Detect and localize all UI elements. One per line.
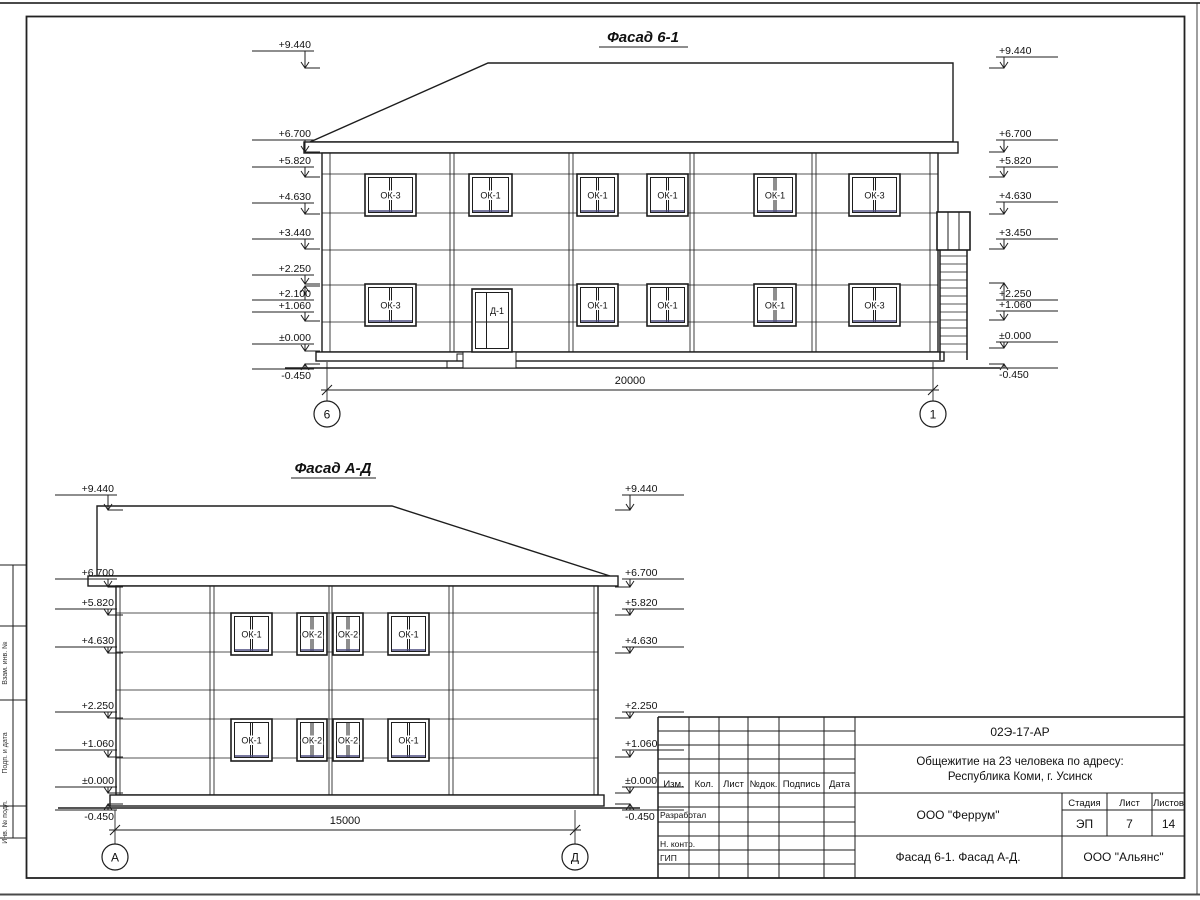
- window: [388, 613, 429, 655]
- elevation-value: ±0.000: [81, 775, 114, 787]
- contractor-name: ООО "Альянс": [1083, 850, 1164, 864]
- elevation-value: +1.060: [278, 300, 311, 312]
- facade-6-1-door: [472, 289, 512, 352]
- doc-number: 02Э-17-АР: [990, 725, 1050, 739]
- dimension-label: 20000: [614, 375, 646, 387]
- window: [297, 719, 327, 761]
- margin-label: Подп. и дата: [2, 732, 9, 774]
- row-razrabotal: Разработал: [660, 810, 707, 820]
- elevation-mark: [615, 597, 684, 615]
- title-block: [658, 717, 1185, 878]
- elevation-value: ±0.000: [999, 330, 1032, 342]
- window: [469, 174, 512, 216]
- elevation-value: +4.630: [278, 191, 311, 203]
- sheet-value: 7: [1126, 817, 1133, 831]
- window: [849, 284, 900, 326]
- elevation-value: +2.250: [999, 288, 1032, 300]
- sheets-value: 14: [1161, 817, 1176, 831]
- elevation-mark: [989, 283, 1058, 300]
- ladder-rungs: [940, 256, 967, 352]
- window-label: ОК-2: [301, 735, 323, 746]
- elevation-value: +2.100: [278, 288, 311, 300]
- elevation-mark: [989, 364, 1058, 381]
- window: [297, 613, 327, 655]
- org-name: ООО "Феррум": [916, 808, 1000, 822]
- elevation-mark: [252, 39, 320, 68]
- elevation-mark: [615, 700, 684, 718]
- elevation-value: +9.440: [81, 483, 114, 495]
- plinth: [316, 352, 944, 361]
- elevation-mark: [252, 364, 320, 382]
- elevation-value: +5.820: [278, 155, 311, 167]
- window: [849, 174, 900, 216]
- roof: [97, 506, 610, 576]
- elevation-value: ±0.000: [278, 332, 311, 344]
- window-label: ОК-1: [241, 735, 262, 746]
- project-name-line1: Общежитие на 23 человека по адресу:: [916, 756, 1124, 768]
- elevation-value: +3.450: [999, 227, 1032, 239]
- elevation-mark: [615, 635, 684, 653]
- axis-label: 6: [323, 407, 331, 422]
- window-label: ОК-1: [764, 300, 786, 311]
- dimension-label: 15000: [329, 815, 361, 827]
- elevation-mark: [55, 738, 123, 757]
- sheet-title: Фасад 6-1. Фасад А-Д.: [895, 850, 1021, 864]
- elevation-value: +6.700: [81, 567, 114, 579]
- door: [472, 289, 512, 352]
- axis-bubbles: [102, 844, 588, 870]
- col-data: Дата: [828, 779, 851, 790]
- window: [231, 719, 272, 761]
- elevation-mark: [55, 700, 123, 718]
- elevation-value: -0.450: [999, 369, 1029, 381]
- elevation-mark: [55, 775, 123, 793]
- window: [577, 174, 618, 216]
- elevation-value: +5.820: [81, 597, 114, 609]
- col-izm: Изм.: [663, 779, 684, 790]
- col-kol: Кол.: [694, 779, 714, 790]
- window-label: ОК-1: [657, 190, 678, 201]
- elevation-value: -0.450: [625, 811, 655, 823]
- window-label: ОК-1: [480, 190, 501, 201]
- sheet-label: Лист: [1119, 798, 1140, 809]
- elevation-marks-right: [989, 45, 1058, 381]
- col-podpis: Подпись: [782, 779, 821, 790]
- door-label: Д-1: [489, 306, 505, 316]
- window-label: ОК-1: [764, 190, 786, 201]
- axis-label: А: [110, 850, 120, 865]
- elevation-value: -0.450: [84, 811, 114, 823]
- window-label: ОК-3: [864, 190, 885, 201]
- elevation-value: ±0.000: [625, 775, 658, 787]
- dimension-15000: [109, 810, 581, 844]
- window-label: ОК-1: [398, 735, 419, 746]
- elevation-mark: [252, 191, 320, 214]
- elevation-mark: [252, 263, 320, 284]
- window: [365, 284, 416, 326]
- elevation-mark: [989, 45, 1058, 68]
- elevation-value: +6.700: [278, 128, 311, 140]
- roof: [310, 63, 953, 142]
- elevation-mark: [989, 190, 1058, 214]
- row-nkontr: Н. контр.: [660, 839, 696, 849]
- window-label: ОК-1: [398, 629, 419, 640]
- elevation-mark: [989, 227, 1058, 249]
- window: [647, 174, 688, 216]
- elevation-value: +2.250: [81, 700, 114, 712]
- elevation-value: +2.250: [278, 263, 311, 275]
- window-label: ОК-3: [380, 300, 401, 311]
- elevation-value: +6.700: [625, 567, 658, 579]
- elevation-value: +4.630: [999, 190, 1032, 202]
- axis-bubbles: [314, 401, 946, 427]
- elevation-value: +3.440: [278, 227, 311, 239]
- elevation-mark: [55, 635, 123, 653]
- elevation-mark: [615, 567, 684, 587]
- window-label: ОК-3: [864, 300, 885, 311]
- elevation-value: +1.060: [81, 738, 114, 750]
- project-name-line2: Республика Коми, г. Усинск: [947, 771, 1093, 783]
- elevation-value: +5.820: [999, 155, 1032, 167]
- elevation-value: +6.700: [999, 128, 1032, 140]
- elevation-value: -0.450: [281, 370, 311, 382]
- elevation-mark: [615, 738, 684, 757]
- facade-a-d-title: Фасад А-Д: [294, 460, 372, 477]
- elevation-mark: [55, 804, 123, 823]
- axis-label: Д: [570, 850, 580, 865]
- window-label: ОК-3: [380, 190, 401, 201]
- window-label: ОК-1: [657, 300, 678, 311]
- elevation-value: +4.630: [81, 635, 114, 647]
- elevation-value: +5.820: [625, 597, 658, 609]
- eaves-band: [88, 576, 618, 586]
- stage-value: ЭП: [1075, 817, 1094, 831]
- elevation-value: +1.060: [999, 299, 1032, 311]
- margin-strip: [0, 565, 26, 844]
- elevation-value: +4.630: [625, 635, 658, 647]
- col-ndok: №док.: [749, 779, 778, 790]
- row-gip: ГИП: [660, 853, 677, 863]
- elevation-marks-right: [615, 483, 684, 823]
- window-label: ОК-2: [337, 735, 359, 746]
- window-label: ОК-1: [587, 190, 608, 201]
- elevation-mark: [989, 330, 1058, 348]
- elevation-value: +9.440: [999, 45, 1032, 57]
- elevation-marks-left: [252, 39, 320, 382]
- facade-6-1-title: Фасад 6-1: [607, 29, 679, 46]
- window: [365, 174, 416, 216]
- elevation-mark: [615, 483, 684, 510]
- elevation-mark: [989, 155, 1058, 177]
- window: [388, 719, 429, 761]
- window: [231, 613, 272, 655]
- elevation-mark: [55, 597, 123, 615]
- window: [333, 719, 363, 761]
- window-label: ОК-1: [241, 629, 262, 640]
- window-label: ОК-2: [337, 629, 359, 640]
- elevation-mark: [989, 128, 1058, 152]
- window-label: ОК-1: [587, 300, 608, 311]
- margin-label: Взам. инв. №: [2, 641, 9, 685]
- elevation-mark: [252, 300, 320, 321]
- elevation-mark: [252, 155, 320, 177]
- elevation-value: +2.250: [625, 700, 658, 712]
- plinth: [110, 795, 604, 806]
- elevation-value: +9.440: [625, 483, 658, 495]
- eaves-band: [304, 142, 958, 153]
- window: [333, 613, 363, 655]
- window: [647, 284, 688, 326]
- facade-6-1: [252, 29, 1058, 427]
- elevation-mark: [252, 286, 320, 300]
- window: [577, 284, 618, 326]
- window-label: ОК-2: [301, 629, 323, 640]
- fire-escape-ladder: [937, 212, 970, 360]
- window: [754, 284, 796, 326]
- elevation-value: +1.060: [625, 738, 658, 750]
- margin-label: Инв. № подл.: [2, 800, 9, 844]
- window: [754, 174, 796, 216]
- elevation-value: +9.440: [278, 39, 311, 51]
- elevation-mark: [252, 332, 320, 351]
- elevation-mark: [989, 299, 1058, 320]
- axis-label: 1: [929, 407, 937, 422]
- sheets-label: Листов: [1153, 798, 1184, 809]
- facade-a-d: [55, 460, 684, 870]
- elevation-mark: [252, 227, 320, 249]
- col-list: Лист: [723, 779, 744, 790]
- stage-label: Стадия: [1068, 798, 1101, 809]
